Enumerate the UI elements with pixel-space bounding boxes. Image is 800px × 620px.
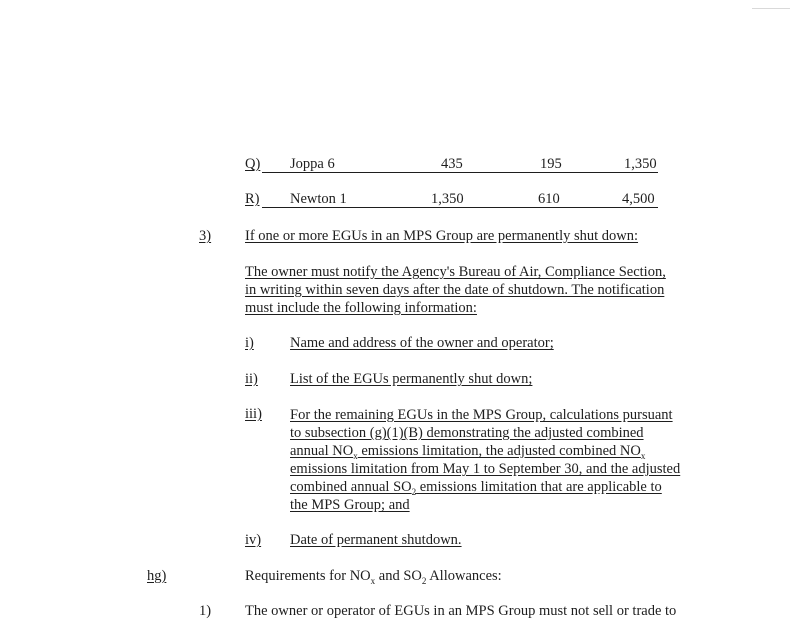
- paragraph-line: The owner must notify the Agency's Bureau of Air, Compliance Section,: [245, 264, 666, 280]
- subitem-number: iv): [245, 532, 262, 548]
- row-value-1: 1,350: [431, 191, 464, 207]
- row-unit-name: Joppa 6: [290, 156, 335, 172]
- row-value-2: 195: [540, 156, 562, 172]
- section-h-heading: Requirements for $NO_x$ and $SO_2$ Allowances:: [245, 568, 502, 586]
- item-3-heading: If one or more EGUs in an MPS Group are permanently shut down:: [245, 228, 639, 244]
- row-value-1: 435: [441, 156, 463, 172]
- scan-edge-mark: [752, 8, 790, 9]
- row-value-2: 610: [538, 191, 560, 207]
- row-unit-name: Newton 1: [290, 191, 347, 207]
- subitem-number: i): [245, 335, 254, 351]
- paragraph-line: must include the following information:: [245, 300, 477, 316]
- subitem-iii-text: [290, 406, 680, 514]
- subitem-line: to subsection (g)(1)(B) demonstrating the adjusted combined: [290, 425, 644, 441]
- subitem-line: combined annual $SO_2$ emissions limitation that are applicable to: [290, 479, 662, 497]
- row-value-3: 4,500: [622, 191, 655, 207]
- row-value-3: 1,350: [624, 156, 657, 172]
- item-1-text: The owner or operator of EGUs in an MPS Group must not sell or trade to: [245, 603, 677, 619]
- subitem-text: Date of permanent shutdown.: [290, 532, 462, 548]
- section-h-label: hg): [147, 568, 167, 584]
- row-label: R): [245, 191, 260, 207]
- subitem-number: ii): [245, 371, 258, 387]
- item-1-number: 1): [199, 603, 212, 619]
- item-3-number: 3): [199, 228, 212, 244]
- subitem-line: For the remaining EGUs in the MPS Group, calculations pursuant: [290, 407, 673, 423]
- subitem-line: annual $NO_x$ emissions limitation, the adjusted combined $NO_x$: [290, 443, 646, 461]
- subitem-line: the MPS Group; and: [290, 497, 410, 513]
- paragraph-line: in writing within seven days after the date of shutdown. The notification: [245, 282, 665, 298]
- notification-paragraph: [245, 263, 666, 317]
- subitem-text: List of the EGUs permanently shut down;: [290, 371, 533, 387]
- subitem-line: emissions limitation from May 1 to September 30, and the adjusted: [290, 461, 681, 477]
- row-label: Q): [245, 156, 261, 172]
- subitem-number: iii): [245, 406, 262, 422]
- subitem-text: Name and address of the owner and operator;: [290, 335, 554, 351]
